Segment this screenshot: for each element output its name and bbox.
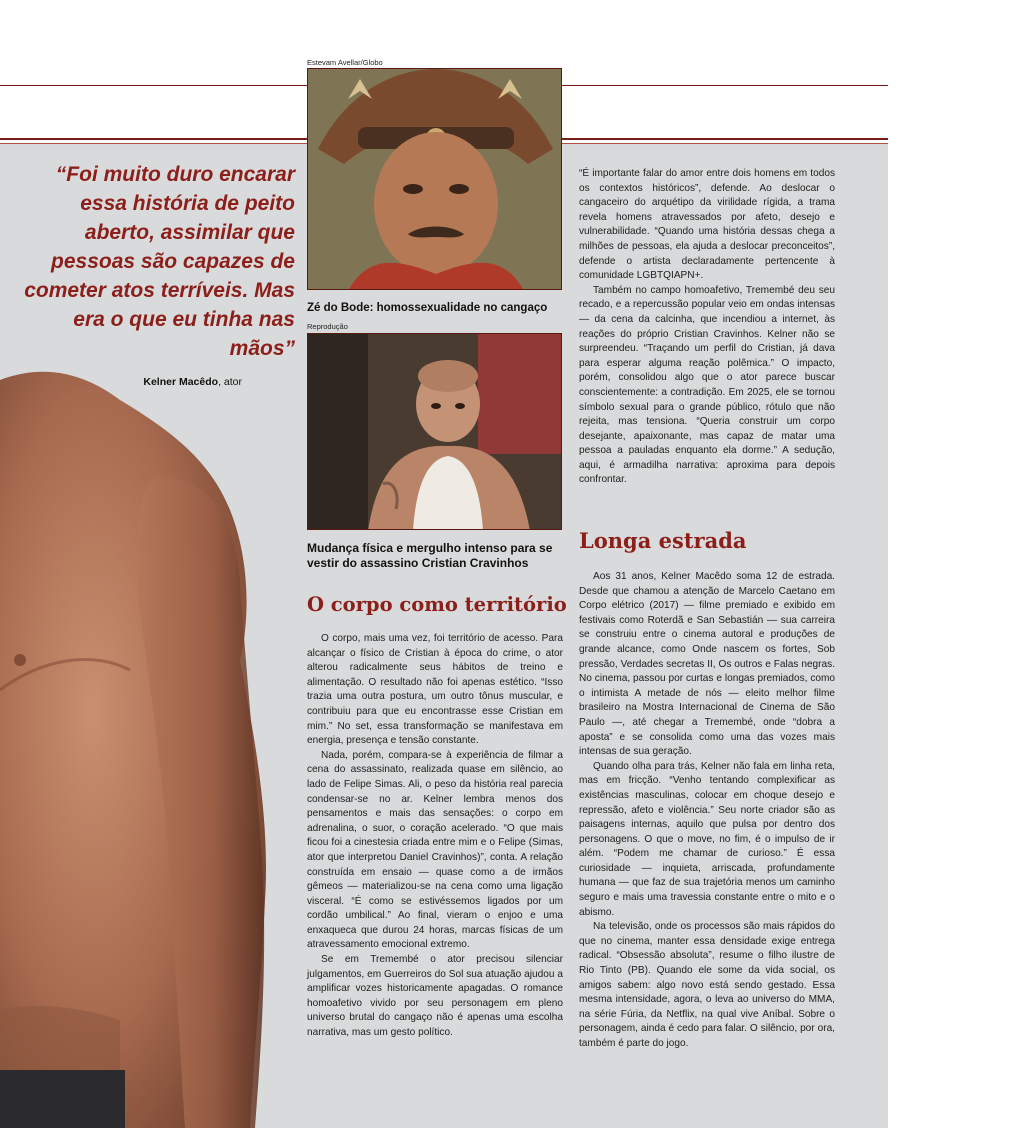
pull-quote: “Foi muito duro encarar essa história de peito aberto, assimilar que pessoas são capazes de cometer atos terríveis. Mas era o que eu tinha nas mãos” xyxy=(24,163,295,360)
photo-caption-bottom: Mudança física e mergulho intenso para se vestir do assassino Cristian Cravinhos xyxy=(307,541,553,570)
column-right-bottom xyxy=(579,570,835,1052)
paragraph: Nada, porém, compara-se à experiência de filmar a cena do assassinato, realizada quase em silêncio, ao lado de Felipe Simas. Ali, o peso da história real parecia condensar-se no ar. Kelner lembra menos dos pensamentos e mais das sensações: o corpo em adrenalina, o suor, o coração acelerado. “O que mais ficou foi a cinestesia criada entre mim e o Felipe (Simas, ator que interpretou Daniel Cravinhos)”, conta. A relação construída em ensaio — quase como a de irmãos gêmeos — materializou-se na cena como uma ligação visceral. “É como se estivéssemos ligados por um cordão umbilical.” Ao final, vieram o enjoo e uma enxaqueca que durou 24 horas, marcas físicas de um atravessamento emocional extremo. xyxy=(307,749,563,951)
paragraph: Também no campo homoafetivo, Tremembé deu seu recado, e a repercussão popular veio em ondas intensas — da cena da calcinha, que incendiou a internet, às reações do próprio Cristian Cravinhos. Kelner não se surpreendeu. “Traçando um perfil do Cristian, já dava para esperar alguma reação polêmica.” O impacto, porém, consolidou algo que o ator parece buscar conscientemente: a contradição. Em 2025, ele se tornou símbolo sexual para o grande público, rótulo que não rejeita, mas tensiona. “Queria construir um corpo desejante, apaixonante, mas capaz de matar uma pessoa a pauladas enquanto ela dorme.” A sedução, aqui, é armadilha narrativa: aproxima para depois confrontar. xyxy=(579,284,835,486)
photo-credit-bottom: Reprodução xyxy=(307,322,348,331)
shaved-head-portrait xyxy=(308,334,562,530)
paragraph: “É importante falar do amor entre dois homens em todos os contextos históricos”, defende. Ao deslocar o cangaceiro do arquétipo da virilidade rígida, a trama revela homens atravessados por afeto, desejo e vulnerabilidade. “Quando uma história dessas chega a milhões de pessoas, ela ajuda a deslocar preconceitos”, defende o artista declaradamente pertencente à comunidade LGBTQIAPN+. xyxy=(579,168,835,282)
quote-author-name: Kelner Macêdo xyxy=(143,376,219,388)
column-right-top xyxy=(579,167,835,488)
photo-shaved-head xyxy=(307,333,562,530)
photo-credit-top: Estevam Avellar/Globo xyxy=(307,58,383,67)
paragraph: O corpo, mais uma vez, foi território de acesso. Para alcançar o físico de Cristian à época do crime, o ator alterou radicalmente seus hábitos de treino e alimentação. O resultado não foi apenas estético. “Isso trazia uma outra postura, um outro tônus muscular, e contribuiu para que eu encontrasse esse Cristian em mim.” No set, essa transformação se manifestava em energia, presença e tensão constante. xyxy=(307,633,563,747)
paragraph: Quando olha para trás, Kelner não fala em linha reta, mas em fricção. “Venho tentando complexificar as existências masculinas, colocar em choque desejo e repressão, afeto e violência.” Seu norte criador são as paisagens internas, aquilo que pulsa por dentro dos personagens. O que o move, no fim, é o impulso de ir além. “Podem me chamar de curioso.” É essa curiosidade — inquieta, arriscada, profundamente humana — que faz de sua trajetória menos um caminho seguro e mais uma travessia constante entre o mito e o abismo. xyxy=(579,760,835,918)
paragraph: Na televisão, onde os processos são mais rápidos do que no cinema, manter essa densidade exige entrega radical. “Obsessão absoluta”, resume o filho ilustre de Rio Tinto (PB). Quando ele some da vida social, os amigos sabem: algo novo está sendo gestado. Essa mesma intensidade, agora, o leva ao universo do MMA, na série Fúria, da Netflix, na qual vive Aníbal. Sobre o personagem, ainda é cedo para falar. O silêncio, por ora, também é parte do jogo. xyxy=(579,921,835,1049)
section-heading-corpo: O corpo como território xyxy=(307,593,567,616)
cangaceiro-portrait xyxy=(308,69,562,290)
section-heading-longa: Longa estrada xyxy=(579,528,747,553)
torso-photo xyxy=(0,360,280,1128)
column-left-body xyxy=(307,632,563,1041)
paragraph: Se em Tremembé o ator precisou silenciar julgamentos, em Guerreiros do Sol sua atuação ajudou a amplificar vozes historicamente apagadas. O romance homoafetivo vivido por seu personagem em pleno universo brutal do cangaço não é apenas uma escolha narrativa, mas um gesto político. xyxy=(307,954,563,1039)
quote-author-role: , ator xyxy=(218,376,242,388)
photo-cangaceiro xyxy=(307,68,562,290)
paragraph: Aos 31 anos, Kelner Macêdo soma 12 de estrada. Desde que chamou a atenção de Marcelo Caetano em Corpo elétrico (2017) — filme premiado e exibido em festivais como Roterdã e San Sebastián — sua carreira se construiu entre o cinema autoral e produções de grande alcance, como Onde nascem os fortes, Sob pressão, Verdades secretas II, Os outros e Falas negras. No cinema, passou por curtas e longas premiados, como o intimista A metade de nós — eleito melhor filme brasileiro na Mostra Internacional de Cinema de São Paulo —, até chegar a Tremembé, onde “dobra a aposta” e se consolida como uma das vozes mais intensas de sua geração. xyxy=(579,571,835,758)
photo-caption-top: Zé do Bode: homossexualidade no cangaço xyxy=(307,302,548,314)
pull-quote-attribution xyxy=(20,376,242,388)
